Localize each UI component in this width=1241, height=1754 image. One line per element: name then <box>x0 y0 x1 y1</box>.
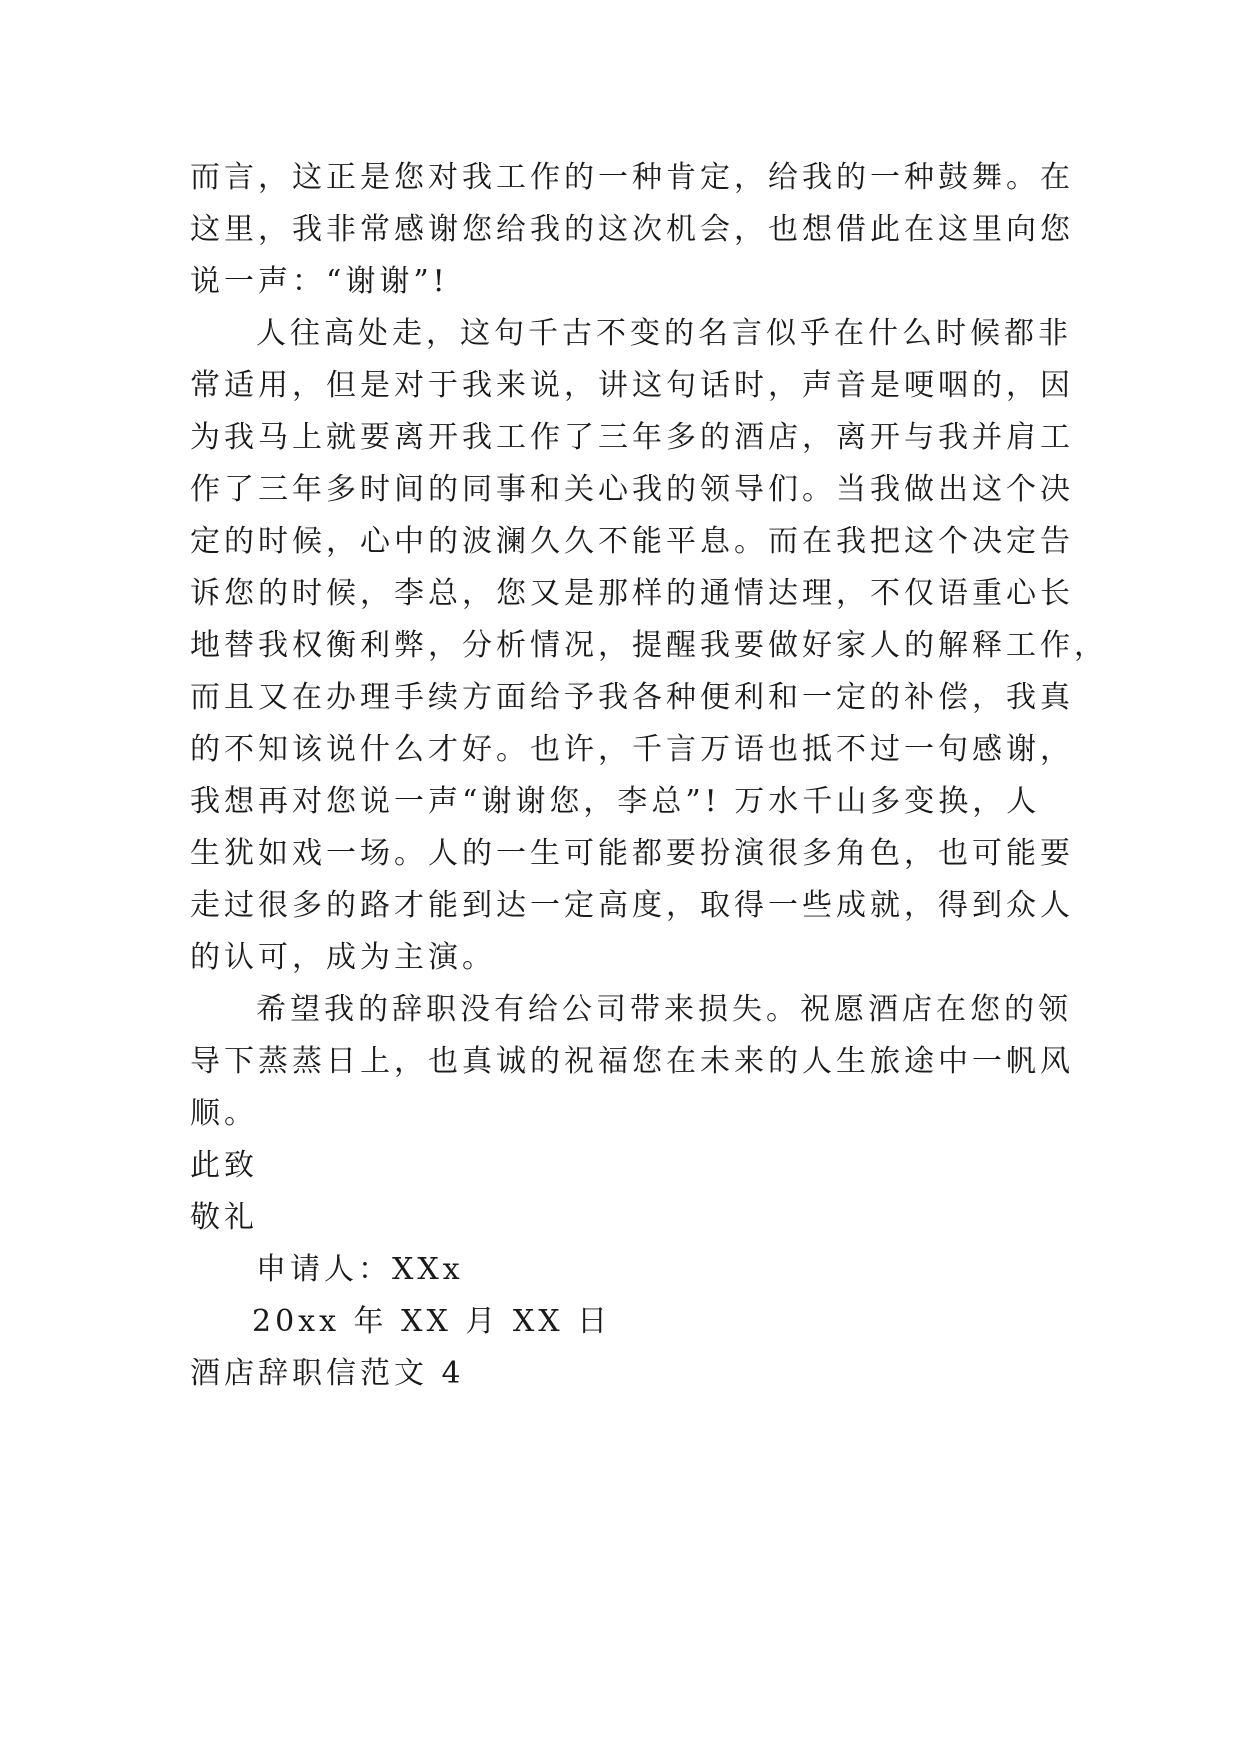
text-line: 顺。 <box>190 1096 258 1131</box>
text-line: 为我马上就要离开我工作了三年多的酒店，离开与我并肩工 <box>190 420 1074 455</box>
text-line: 而言，这正是您对我工作的一种肯定，给我的一种鼓舞。在 <box>190 160 1074 195</box>
text-line: 这里，我非常感谢您给我的这次机会，也想借此在这里向您 <box>190 212 1074 247</box>
text-line: 的认可，成为主演。 <box>190 940 496 975</box>
text-line: 我想再对您说一声“谢谢您，李总”! 万水千山多变换，人 <box>190 784 1041 819</box>
text-line: 作了三年多时间的同事和关心我的领导们。当我做出这个决 <box>190 472 1074 507</box>
date-line: 20xx 年 XX 月 XX 日 <box>252 1304 612 1339</box>
text-line: 导下蒸蒸日上，也真诚的祝福您在未来的人生旅途中一帆风 <box>190 1044 1074 1079</box>
applicant-signature: 申请人：XXx <box>256 1252 464 1287</box>
text-line: 的不知该说什么才好。也许，千言万语也抵不过一句感谢， <box>190 732 1074 767</box>
paragraph-start-line: 人往高处走，这句千古不变的名言似乎在什么时候都非 <box>256 316 1072 351</box>
closing-regards: 敬礼 <box>190 1200 258 1235</box>
text-line: 定的时候，心中的波澜久久不能平息。而在我把这个决定告 <box>190 524 1074 559</box>
text-line: 地替我权衡利弊，分析情况，提醒我要做好家人的解释工作， <box>190 628 1108 663</box>
paragraph-start-line: 希望我的辞职没有给公司带来损失。祝愿酒店在您的领 <box>256 992 1072 1027</box>
text-line: 诉您的时候，李总，您又是那样的通情达理，不仅语重心长 <box>190 576 1074 611</box>
text-line: 走过很多的路才能到达一定高度，取得一些成就，得到众人 <box>190 888 1074 923</box>
text-line: 生犹如戏一场。人的一生可能都要扮演很多角色，也可能要 <box>190 836 1074 871</box>
text-line: 说一声：“谢谢”! <box>190 264 449 299</box>
text-line: 常适用，但是对于我来说，讲这句话时，声音是哽咽的，因 <box>190 368 1074 403</box>
text-line: 而且又在办理手续方面给予我各种便利和一定的补偿，我真 <box>190 680 1074 715</box>
closing-salutation: 此致 <box>190 1148 258 1183</box>
next-section-heading: 酒店辞职信范文 4 <box>190 1356 465 1391</box>
